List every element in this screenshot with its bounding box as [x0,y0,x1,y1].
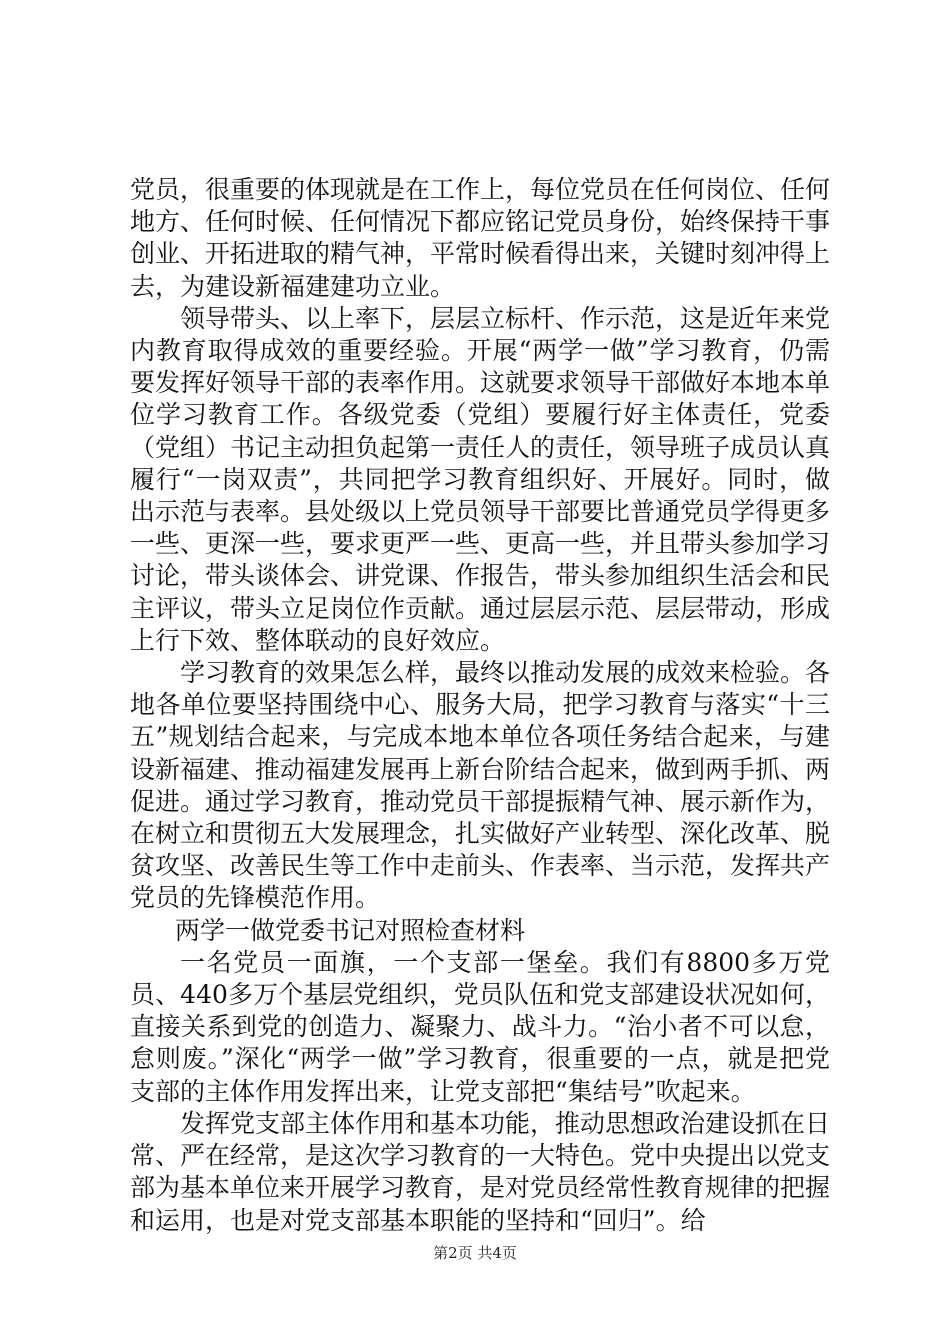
paragraph-development: 学习教育的效果怎么样，最终以推动发展的成效来检验。各地各单位要坚持围绕中心、服务大局，把学习教育与落实“十三五”规划结合起来，与完成本地本单位各项任务结合起来，与建设新福建、推动福建发展再上新台阶结合起来，做到两手抓、两促进。通过学习教育，推动党员干部提振精气神、展示新作为，在树立和贯彻五大发展理念，扎实做好产业转型、深化改革、脱贫攻坚、改善民生等工作中走前头、作表率、当示范，发挥共产党员的先锋模范作用。 [130,658,831,913]
paragraph-leadership: 领导带头、以上率下，层层立标杆、作示范，这是近年来党内教育取得成效的重要经验。开展“两学一做”学习教育，仍需要发挥好领导干部的表率作用。这就要求领导干部做好本地本单位学习教育工作。各级党委（党组）要履行好主体责任，党委（党组）书记主动担负起第一责任人的责任，领导班子成员认真履行“一岗双责”，共同把学习教育组织好、开展好。同时，做出示范与表率。县处级以上党员领导干部要比普通党员学得更多一些、更深一些，要求更严一些、更高一些，并且带头参加学习讨论，带头谈体会、讲党课、作报告，带头参加组织生活会和民主评议，带头立足岗位作贡献。通过层层示范、层层带动，形成上行下效、整体联动的良好效应。 [130,303,831,655]
paragraph-continued: 党员，很重要的体现就是在工作上，每位党员在任何岗位、任何地方、任何时候、任何情况下都应铭记党员身份，始终保持干事创业、开拓进取的精气神，平常时候看得出来，关键时刻冲得上去，为建设新福建建功立业。 [130,175,831,301]
page-number-footer: 第2页 共4页 [433,1244,517,1262]
paragraph-branch-function: 发挥党支部主体作用和基本功能，推动思想政治建设抓在日常、严在经常，是这次学习教育的一大特色。党中央提出以党支部为基本单位来开展学习教育，是对党员经常性教育规律的把握和运用，也是对党支部基本职能的坚持和“回归”。给 [130,1108,831,1235]
section-heading: 两学一做党委书记对照检查材料 [175,915,526,945]
paragraph-party-branch: 一名党员一面旗，一个支部一堡垒。我们有8800多万党员、440多万个基层党组织，党员队伍和党支部建设状况如何，直接关系到党的创造力、凝聚力、战斗力。“治小者不可以怠，怠则废。”深化“两学一做”学习教育，很重要的一点，就是把党支部的主体作用发挥出来，让党支部把“集结号”吹起来。 [130,947,831,1106]
document-body [130,174,830,1237]
